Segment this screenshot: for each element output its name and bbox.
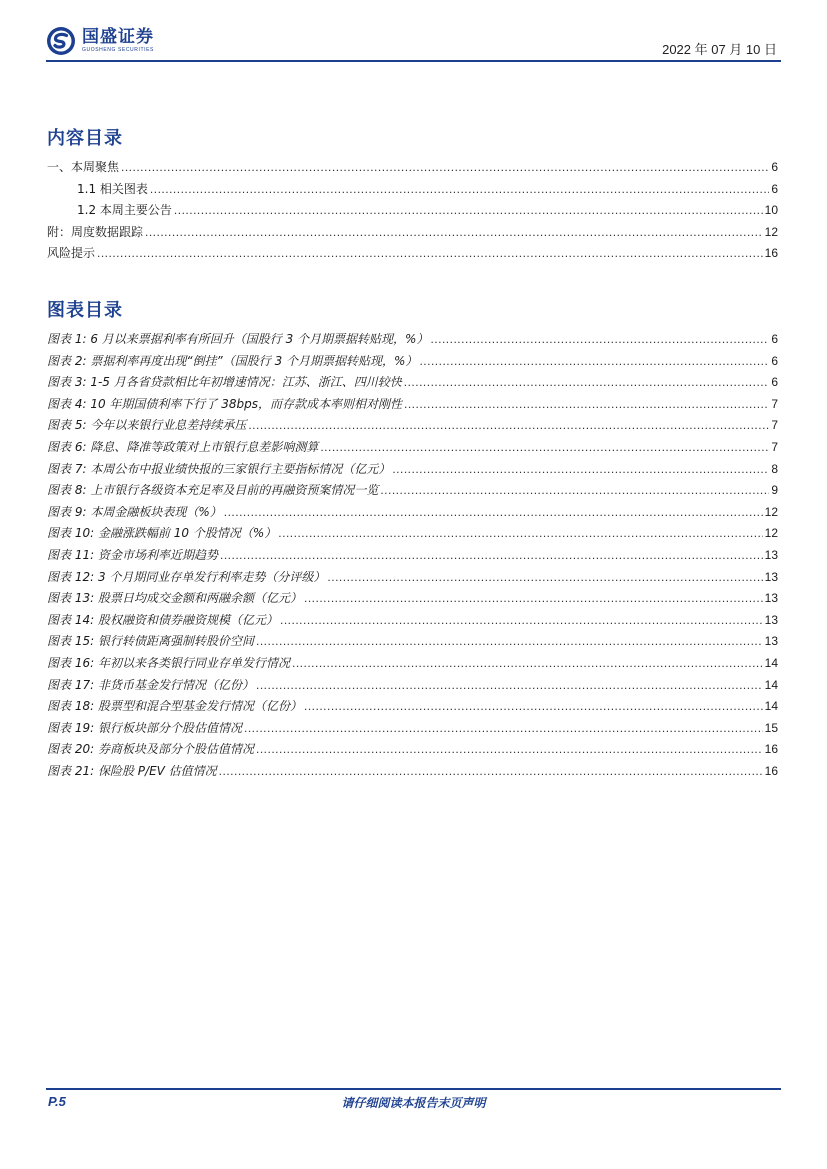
figure-entry-label[interactable] bbox=[47, 503, 222, 520]
figure-title: 1-5 月各省贷款相比年初增速情况：江苏、浙江、四川较快 bbox=[90, 375, 402, 390]
figure-title: 本周公布中报业绩快报的三家银行主要指标情况（亿元） bbox=[90, 461, 391, 476]
figure-title: 券商板块及部分个股估值情况 bbox=[97, 742, 254, 757]
footer-disclaimer: 请仔细阅读本报告末页声明 bbox=[341, 1096, 486, 1110]
figure-number: 图表 3: bbox=[47, 375, 87, 390]
figure-entry-page[interactable]: 7 bbox=[771, 418, 778, 433]
leader-dots bbox=[304, 699, 763, 713]
leader-dots bbox=[320, 440, 769, 454]
figure-entry-label[interactable] bbox=[47, 762, 217, 779]
leader-dots bbox=[278, 526, 762, 540]
figure-entry-label[interactable] bbox=[47, 740, 254, 757]
figure-entry-label[interactable] bbox=[47, 481, 378, 498]
figure-entry-page[interactable]: 15 bbox=[764, 720, 778, 735]
figure-title: 3 个月期同业存单发行利率走势（分评级） bbox=[97, 569, 326, 584]
leader-dots bbox=[224, 505, 763, 519]
contents-entry-page[interactable]: 12 bbox=[764, 224, 778, 239]
figure-entry-page[interactable]: 9 bbox=[771, 483, 778, 498]
figure-number: 图表 1: bbox=[47, 332, 87, 346]
figure-number: 图表 9: bbox=[47, 504, 87, 519]
figure-entry-page[interactable]: 13 bbox=[764, 569, 778, 584]
leader-dots bbox=[174, 203, 763, 217]
brand-name-en: GUOSHENG SECURITIES bbox=[82, 47, 154, 53]
figure-entry[interactable] bbox=[47, 654, 778, 676]
contents-entry-label[interactable]: 风险提示 bbox=[47, 246, 96, 261]
figure-title: 银行转债距离强制转股价空间 bbox=[97, 634, 254, 649]
contents-entry[interactable] bbox=[47, 180, 778, 202]
figure-number: 图表 18: bbox=[47, 699, 95, 714]
contents-entry-label[interactable]: 一、本周聚焦 bbox=[47, 160, 120, 174]
leader-dots bbox=[256, 634, 763, 648]
figure-entry-label[interactable] bbox=[47, 568, 325, 585]
leader-dots bbox=[304, 591, 763, 605]
figure-entry-label[interactable] bbox=[47, 524, 276, 541]
leader-dots bbox=[392, 462, 769, 476]
figure-number: 图表 14: bbox=[47, 612, 95, 627]
leader-dots bbox=[404, 375, 770, 389]
figure-title: 降息、降准等政策对上市银行息差影响测算 bbox=[90, 439, 319, 454]
leader-dots bbox=[292, 656, 763, 670]
contents-entry[interactable] bbox=[47, 158, 778, 180]
footer-divider bbox=[46, 1088, 781, 1090]
figure-entry-page[interactable]: 16 bbox=[764, 742, 778, 757]
figure-entry-label[interactable] bbox=[47, 611, 278, 628]
contents-entry-page[interactable]: 6 bbox=[771, 160, 778, 174]
figure-entry-page[interactable]: 12 bbox=[764, 504, 778, 519]
figure-number: 图表 4: bbox=[47, 396, 87, 411]
figure-title: 金融涨跌幅前 10 个股情况（%） bbox=[97, 526, 277, 541]
guosheng-logo-icon bbox=[46, 26, 76, 56]
figure-entry[interactable] bbox=[47, 740, 778, 762]
figure-number: 图表 16: bbox=[47, 655, 95, 670]
page-number: P.5 bbox=[48, 1094, 66, 1109]
figure-entry[interactable] bbox=[47, 589, 778, 611]
figure-title: 资金市场利率近期趋势 bbox=[97, 547, 218, 562]
contents-entry[interactable] bbox=[47, 201, 778, 223]
figure-entry-label[interactable] bbox=[47, 373, 402, 390]
figure-entry-label[interactable] bbox=[47, 589, 302, 606]
contents-entry[interactable] bbox=[47, 223, 778, 245]
figure-entry-page[interactable]: 6 bbox=[771, 375, 778, 390]
figure-entry-label[interactable] bbox=[47, 395, 402, 412]
figure-entry-page[interactable]: 13 bbox=[764, 612, 778, 627]
figure-entry-page[interactable]: 16 bbox=[764, 763, 778, 778]
figure-entry-page[interactable]: 14 bbox=[764, 699, 778, 714]
leader-dots bbox=[244, 721, 763, 735]
leader-dots bbox=[404, 397, 769, 411]
leader-dots bbox=[419, 354, 769, 368]
figure-entry[interactable] bbox=[47, 697, 778, 719]
figure-title: 银行板块部分个股估值情况 bbox=[97, 720, 242, 735]
contents-title: 内容目录 bbox=[47, 128, 123, 149]
leader-dots bbox=[256, 678, 763, 692]
figure-entry[interactable] bbox=[47, 719, 778, 741]
figure-entry-label[interactable] bbox=[47, 416, 246, 433]
figure-entry[interactable] bbox=[47, 352, 778, 374]
figure-title: 今年以来银行业息差持续承压 bbox=[90, 418, 247, 433]
figure-entry-label[interactable] bbox=[47, 460, 390, 477]
contents-entry[interactable] bbox=[47, 244, 778, 266]
leader-dots bbox=[256, 742, 763, 756]
figure-entry[interactable] bbox=[47, 416, 778, 438]
figure-title: 6 月以来票据利率有所回升（国股行 3 个月期票据转贴现，%） bbox=[90, 332, 429, 346]
figure-entry-page[interactable]: 13 bbox=[764, 547, 778, 562]
contents-entry-label[interactable]: 附：周度数据跟踪 bbox=[47, 224, 144, 239]
brand-logo bbox=[46, 26, 154, 56]
figure-number: 图表 5: bbox=[47, 418, 87, 433]
figure-title: 年初以来各类银行同业存单发行情况 bbox=[97, 655, 290, 670]
figure-entry[interactable] bbox=[47, 503, 778, 525]
figure-title: 股票型和混合型基金发行情况（亿份） bbox=[97, 699, 302, 714]
figure-entry[interactable] bbox=[47, 524, 778, 546]
figure-entry[interactable] bbox=[47, 632, 778, 654]
header-divider bbox=[46, 60, 781, 62]
figure-entry-page[interactable]: 13 bbox=[764, 634, 778, 649]
leader-dots bbox=[380, 483, 769, 497]
figure-entry[interactable] bbox=[47, 330, 778, 352]
figure-number: 图表 15: bbox=[47, 634, 95, 649]
figure-title: 股权融资和债券融资规模（亿元） bbox=[97, 612, 278, 627]
leader-dots bbox=[121, 160, 769, 174]
figure-entry[interactable] bbox=[47, 546, 778, 568]
contents-entry-label[interactable]: 1.2 本周主要公告 bbox=[77, 203, 172, 218]
brand-name-cn: 国盛证券 bbox=[82, 27, 154, 47]
figure-entry-page[interactable]: 13 bbox=[764, 591, 778, 606]
contents-entry-label[interactable]: 1.1 相关图表 bbox=[77, 181, 148, 196]
figure-entry[interactable] bbox=[47, 762, 778, 784]
figure-number: 图表 13: bbox=[47, 591, 95, 606]
figures-title: 图表目录 bbox=[47, 300, 123, 321]
figure-title: 10 年期国债利率下行了 38bps，而存款成本率则相对刚性 bbox=[90, 396, 402, 411]
leader-dots bbox=[220, 548, 763, 562]
figure-title: 票据利率再度出现“倒挂”（国股行 3 个月期票据转贴现，%） bbox=[90, 353, 418, 368]
figure-entry[interactable] bbox=[47, 460, 778, 482]
figure-title: 上市银行各级资本充足率及目前的再融资预案情况一览 bbox=[90, 483, 379, 498]
figure-entry-label[interactable] bbox=[47, 330, 428, 347]
contents-entry-page[interactable]: 16 bbox=[764, 246, 778, 261]
figure-entry-label[interactable] bbox=[47, 676, 254, 693]
figure-entry[interactable] bbox=[47, 568, 778, 590]
figure-entry-page[interactable]: 8 bbox=[771, 461, 778, 476]
leader-dots bbox=[145, 225, 763, 239]
figure-entry[interactable] bbox=[47, 438, 778, 460]
figure-number: 图表 10: bbox=[47, 526, 95, 541]
leader-dots bbox=[219, 764, 763, 778]
figure-number: 图表 19: bbox=[47, 720, 95, 735]
figure-entry-page[interactable]: 14 bbox=[764, 655, 778, 670]
figure-entry-label[interactable] bbox=[47, 719, 242, 736]
figure-number: 图表 2: bbox=[47, 353, 87, 368]
contents-entry-page[interactable]: 10 bbox=[764, 203, 778, 218]
leader-dots bbox=[430, 332, 769, 346]
contents-list bbox=[47, 158, 778, 266]
leader-dots bbox=[248, 418, 769, 432]
figure-entry-page[interactable]: 7 bbox=[771, 396, 778, 411]
figure-number: 图表 20: bbox=[47, 742, 95, 757]
figure-entry[interactable] bbox=[47, 676, 778, 698]
page-header bbox=[46, 24, 781, 62]
figure-entry-label[interactable] bbox=[47, 546, 218, 563]
figure-entry[interactable] bbox=[47, 611, 778, 633]
figure-entry-label[interactable] bbox=[47, 352, 417, 369]
leader-dots bbox=[327, 570, 762, 584]
leader-dots bbox=[150, 182, 769, 196]
figure-title: 本周金融板块表现（%） bbox=[90, 504, 222, 519]
figure-number: 图表 8: bbox=[47, 483, 87, 498]
figure-entry-label[interactable] bbox=[47, 697, 302, 714]
report-date: 2022 年 07 月 10 日 bbox=[662, 42, 777, 57]
figure-entry[interactable] bbox=[47, 395, 778, 417]
figure-entry-label[interactable] bbox=[47, 438, 318, 455]
figure-entry-page[interactable]: 14 bbox=[764, 677, 778, 692]
figure-title: 股票日均成交金额和两融余额（亿元） bbox=[97, 591, 302, 606]
figure-entry-page[interactable]: 6 bbox=[771, 332, 778, 346]
figure-entry-label[interactable] bbox=[47, 654, 290, 671]
figure-number: 图表 6: bbox=[47, 439, 87, 454]
figure-number: 图表 7: bbox=[47, 461, 87, 476]
figure-number: 图表 11: bbox=[47, 547, 95, 562]
figure-title: 保险股 P/EV 估值情况 bbox=[97, 763, 217, 778]
figure-number: 图表 12: bbox=[47, 569, 95, 584]
figure-number: 图表 17: bbox=[47, 677, 95, 692]
figure-entry[interactable] bbox=[47, 373, 778, 395]
leader-dots bbox=[280, 613, 763, 627]
contents-entry-page[interactable]: 6 bbox=[771, 181, 778, 196]
figure-entry-label[interactable] bbox=[47, 632, 254, 649]
figure-title: 非货币基金发行情况（亿份） bbox=[97, 677, 254, 692]
figure-entry-page[interactable]: 7 bbox=[771, 439, 778, 454]
leader-dots bbox=[97, 246, 763, 260]
figures-list bbox=[47, 330, 778, 783]
figure-entry-page[interactable]: 12 bbox=[764, 526, 778, 541]
figure-entry-page[interactable]: 6 bbox=[771, 353, 778, 368]
figure-entry[interactable] bbox=[47, 481, 778, 503]
figure-number: 图表 21: bbox=[47, 763, 95, 778]
